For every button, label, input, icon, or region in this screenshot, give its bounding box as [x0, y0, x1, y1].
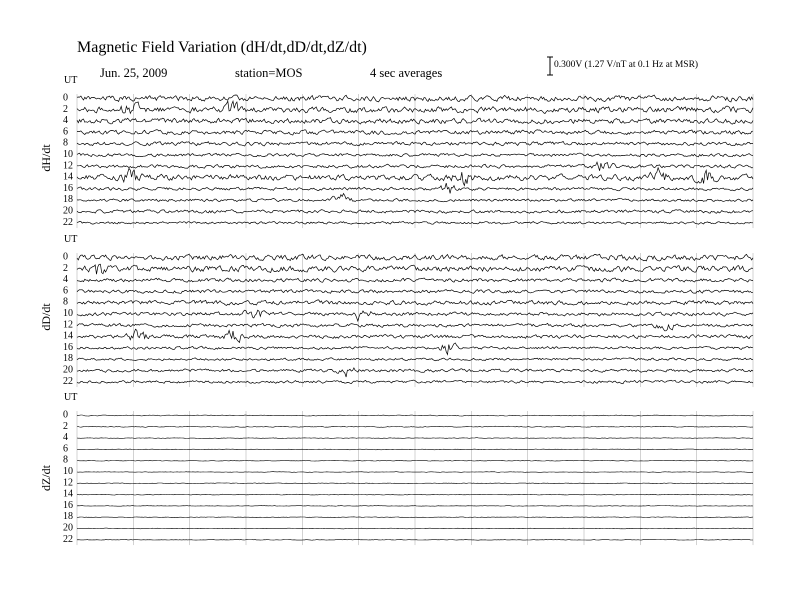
trace-line-18	[77, 517, 753, 518]
panel-dh-dt	[39, 75, 753, 228]
row-label: 4	[63, 432, 68, 444]
panel-ylabel: dH/dt	[39, 144, 53, 172]
row-label: 14	[63, 330, 73, 342]
row-label: 2	[63, 103, 68, 115]
row-label: 6	[63, 285, 68, 297]
row-label: 16	[63, 182, 73, 194]
row-label: 18	[63, 511, 73, 523]
row-label: 16	[63, 341, 73, 353]
scale-label: 0.300V (1.27 V/nT at 0.1 Hz at MSR)	[554, 60, 699, 70]
row-label: 12	[63, 319, 73, 331]
row-label: 0	[63, 251, 68, 263]
trace-line-20	[77, 528, 753, 529]
row-label: 2	[63, 262, 68, 274]
row-label: 18	[63, 194, 73, 206]
trace-line-6	[77, 449, 753, 450]
panel-dz-dt	[39, 392, 753, 545]
row-label: 6	[63, 126, 68, 138]
row-label: 12	[63, 160, 73, 172]
row-label: 14	[63, 488, 73, 500]
panel-ylabel: dD/dt	[39, 303, 53, 331]
row-label: 2	[63, 420, 68, 432]
station-label: station=MOS	[235, 66, 303, 80]
row-label: 20	[63, 205, 73, 217]
row-label: 4	[63, 115, 68, 127]
row-label: 22	[63, 533, 73, 545]
row-label: 14	[63, 171, 73, 183]
row-label: 22	[63, 216, 73, 228]
ut-axis-label: UT	[64, 75, 78, 86]
row-label: 12	[63, 477, 73, 489]
scale-bar	[547, 57, 553, 75]
row-label: 20	[63, 364, 73, 376]
row-label: 6	[63, 443, 68, 455]
row-label: 10	[63, 308, 73, 319]
panel-dd-dt	[39, 234, 753, 387]
row-label: 8	[63, 296, 68, 308]
panel-ylabel: dZ/dt	[39, 465, 53, 491]
row-label: 10	[63, 149, 73, 160]
row-label: 20	[63, 522, 73, 534]
row-label: 0	[63, 409, 68, 421]
ut-axis-label: UT	[64, 392, 78, 403]
row-label: 8	[63, 137, 68, 149]
row-label: 22	[63, 375, 73, 387]
row-label: 16	[63, 499, 73, 511]
chart-title: Magnetic Field Variation (dH/dt,dD/dt,dZ/dt)	[77, 39, 367, 56]
trace-line-22	[77, 539, 753, 540]
averaging-label: 4 sec averages	[370, 66, 443, 80]
row-label: 18	[63, 353, 73, 365]
ut-axis-label: UT	[64, 234, 78, 245]
row-label: 4	[63, 274, 68, 286]
row-label: 10	[63, 466, 73, 477]
row-label: 8	[63, 454, 68, 466]
date-label: Jun. 25, 2009	[100, 66, 168, 80]
row-label: 0	[63, 92, 68, 104]
